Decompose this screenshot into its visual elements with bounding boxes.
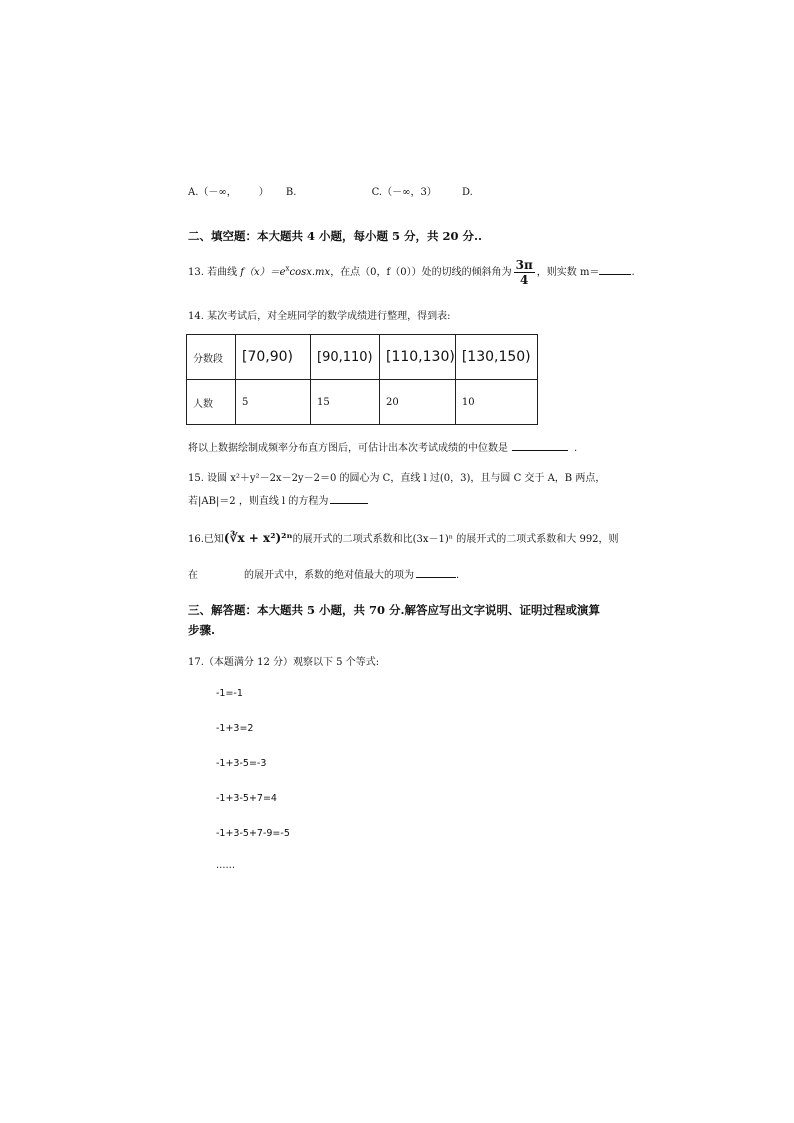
- option-b: B.: [285, 187, 297, 198]
- section-solve-title-line1: 三、解答题：本大题共 5 小题，共 70 分.解答应写出文字说明、证明过程或演算: [188, 603, 601, 617]
- q13-func: f（x）＝e: [240, 267, 286, 278]
- q13-fraction: [514, 258, 535, 287]
- equation-3: -1+3-5=-3: [216, 758, 267, 769]
- q14-answer-blank[interactable]: [512, 439, 568, 451]
- equation-4: -1+3-5+7=4: [216, 793, 277, 804]
- q16-expression: (∛x + x²)²ⁿ: [223, 531, 293, 545]
- question-16-line2: [188, 566, 459, 581]
- q13-prefix: 13. 若曲线: [188, 267, 241, 278]
- table-row: [187, 335, 538, 380]
- table-cell: 20: [380, 380, 456, 425]
- section-fill-in-title: 二、填空题：本大题共 4 小题，每小题 5 分，共 20 分..: [188, 229, 483, 243]
- answer-options: [188, 183, 473, 198]
- question-16-line1: [188, 530, 619, 545]
- table-cell: [110,130): [380, 335, 456, 380]
- q16-middle: 的展开式的二项式系数和比(3x－1)ⁿ 的展开式的二项式系数和大 992，则: [292, 534, 619, 545]
- table-cell: 10: [455, 380, 537, 425]
- question-14: 14. 某次考试后，对全班同学的数学成绩进行整理，得到表:: [188, 311, 451, 322]
- q13-middle: ，在点（0，f（0））处的切线的倾斜角为: [330, 267, 512, 278]
- q14-after-text: 将以上数据绘制成频率分布直方图后，可估计出本次考试成绩的中位数是: [188, 443, 508, 454]
- question-15-line1: 15. 设圆 x²＋y²－2x－2y－2＝0 的圆心为 C，直线 l 过(0，3)，且与圆 C 交于 A，B 两点，: [188, 473, 606, 484]
- q13-frac-num: 3π: [515, 258, 533, 272]
- option-c: C.（－∞，3）: [371, 187, 437, 198]
- equation-2: -1+3=2: [216, 723, 254, 734]
- question-13: [188, 258, 635, 287]
- question-15-line2: [188, 492, 368, 507]
- table-cell: 5: [236, 380, 311, 425]
- q16-line2-a: 在: [188, 570, 198, 581]
- q14-end: .: [574, 443, 578, 454]
- q13-end: .: [631, 267, 635, 278]
- table-cell: 人数: [187, 380, 236, 425]
- option-d: D.: [462, 187, 473, 198]
- q13-sup: x: [285, 264, 290, 273]
- equation-5: -1+3-5+7-9=-5: [216, 828, 290, 839]
- table-cell: 15: [311, 380, 380, 425]
- table-cell: [90,110): [311, 335, 380, 380]
- table-cell: 分数段: [187, 335, 236, 380]
- q16-end: .: [456, 570, 460, 581]
- q13-func-rest: cosx.mx: [289, 267, 331, 278]
- score-table: [186, 334, 538, 425]
- table-cell: [70,90): [236, 335, 311, 380]
- table-row: [187, 380, 538, 425]
- q13-answer-blank[interactable]: [599, 263, 631, 275]
- option-a: A.（－∞，: [188, 187, 237, 198]
- q16-prefix: 16.已知: [188, 534, 224, 545]
- q15-answer-blank[interactable]: [330, 492, 368, 504]
- equation-1: -1=-1: [216, 688, 243, 699]
- question-17-intro: 17.（本题满分 12 分）观察以下 5 个等式:: [188, 657, 380, 668]
- q13-frac-den: 4: [520, 273, 529, 287]
- q16-answer-blank[interactable]: [416, 566, 456, 578]
- option-a-close: ）: [258, 187, 269, 198]
- equation-dots: ……: [216, 860, 235, 871]
- q15-line2-text: 若|AB|＝2 ，则直线 l 的方程为: [188, 496, 329, 507]
- q16-line2-b: 的展开式中，系数的绝对值最大的项为: [244, 570, 414, 581]
- q13-suffix: ，则实数 m＝: [536, 267, 600, 278]
- table-cell: [130,150): [455, 335, 537, 380]
- section-solve-title-line2: 步骤.: [188, 623, 216, 637]
- q14-followup: [188, 439, 577, 454]
